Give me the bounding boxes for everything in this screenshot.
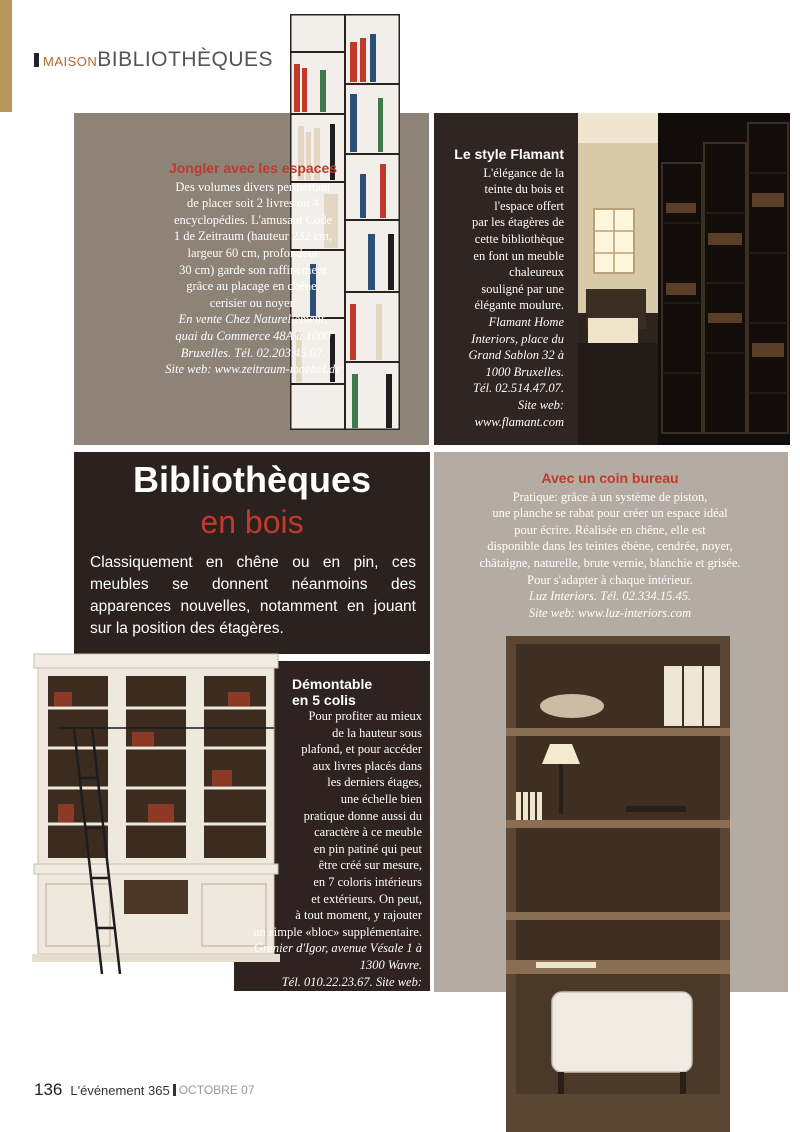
luz-desk-illustration (496, 636, 740, 1132)
main-subtitle: en bois (200, 504, 304, 540)
photo-flamant-library (578, 113, 790, 445)
article-luz-line: Pour s'adapter à chaque intérieur. (527, 572, 693, 587)
article-luz-title: Avec un coin bureau (541, 470, 679, 486)
flamant-room-illustration (578, 113, 790, 445)
article-flamant-ref: Interiors, place du (471, 331, 564, 346)
article-flamant-ref: Grand Sablon 32 à (468, 348, 564, 363)
article-luz-line: une planche se rabat pour créer un espace idéal (492, 506, 728, 521)
article-zeitraum-ref: En vente Chez Naturellement, (178, 312, 328, 327)
article-luz-line: châtaigne, naturelle, brute vernie, blanchie et grisée. (479, 555, 741, 570)
article-flamant-line: élégante moulure. (474, 298, 564, 313)
article-luz-ref: Luz Interiors. Tél. 02.334.15.45. (528, 589, 692, 604)
article-flamant-ref: Flamant Home (488, 314, 564, 329)
article-zeitraum-line: Des volumes divers permettant (175, 179, 331, 194)
article-igor-line: un simple «bloc» supplémentaire. (253, 924, 422, 939)
article-flamant-ref: www.flamant.com (474, 414, 564, 429)
header-mark (34, 53, 39, 67)
article-igor-line: de la hauteur sous (332, 725, 422, 740)
article-luz-line: Pratique: grâce à un système de piston, (512, 489, 708, 504)
header-section: MAISON (43, 54, 98, 69)
article-flamant-line: l'espace offert (494, 198, 564, 213)
article-zeitraum-line: encyclopédies. L'amusant Code (173, 212, 333, 227)
article-igor-title-2: en 5 colis (292, 692, 356, 708)
article-igor (230, 676, 422, 1007)
article-flamant-ref: Site web: (517, 397, 564, 412)
article-flamant-line: L'élégance de la (483, 165, 564, 180)
issue-date: OCTOBRE 07 (178, 1083, 255, 1097)
article-flamant (436, 146, 564, 430)
page-number: 136 (34, 1080, 63, 1099)
article-zeitraum (94, 160, 412, 378)
article-zeitraum-line: grâce au placage en chêne, (186, 279, 320, 294)
article-flamant-line: par les étagères de (472, 215, 564, 230)
article-flamant-line: souligné par une (481, 281, 564, 296)
gold-edge-bar (0, 0, 12, 112)
magazine-name: L'événement 365 (70, 1082, 170, 1098)
article-zeitraum-title: Jongler avec les espaces (168, 160, 338, 176)
page-footer (34, 1080, 255, 1100)
article-zeitraum-line: largeur 60 cm, profondeur (187, 245, 319, 260)
article-igor-line: Pour profiter au mieux (308, 709, 422, 723)
article-flamant-line: chaleureux (509, 265, 564, 280)
article-flamant-line: en font un meuble (473, 248, 564, 263)
main-title: Bibliothèques (132, 459, 371, 500)
intro-paragraph: Classiquement en chêne ou en pin, ces meubles se donnent néanmoins des apparences nouvelles, notamment en jouant sur la position des étagères. (90, 554, 416, 637)
article-igor-line: les derniers étages, (327, 775, 422, 790)
article-zeitraum-ref: Site web: www.zeitraum-moebel.de (165, 362, 341, 377)
article-flamant-ref: 1000 Bruxelles. (485, 364, 564, 379)
header-title: BIBLIOTHÈQUES (97, 48, 274, 71)
article-luz-line: pour écrire. Réalisée en chêne, elle est (514, 522, 706, 537)
article-igor-ref: Grenier d'Igor, avenue Vésale 1 à 1300 Wavre. (253, 941, 422, 972)
article-zeitraum-line: cerisier ou noyer. (209, 295, 297, 310)
article-igor-body (230, 708, 422, 1007)
article-flamant-title: Le style Flamant (454, 146, 564, 162)
article-igor-line: une échelle bien (340, 791, 422, 806)
article-igor-line: en 7 coloris intérieurs (313, 874, 422, 889)
article-igor-line: caractère à ce meuble (314, 825, 422, 840)
article-flamant-line: cette bibliothèque (474, 231, 564, 246)
article-zeitraum-ref: quai du Commerce 48A à 1000 (175, 328, 331, 343)
article-igor-ref: Tél. 010.22.23.67. Site web: www.igor.be (281, 974, 422, 1006)
footer-separator (173, 1084, 176, 1096)
article-luz-ref: Site web: www.luz-interiors.com (528, 605, 692, 620)
article-zeitraum-line: 1 de Zeitraum (hauteur 232 cm, (173, 229, 333, 244)
article-luz-line: disponible dans les teintes ébène, cendrée, noyer, (487, 539, 733, 554)
article-luz (440, 470, 780, 621)
article-zeitraum-line: de placer soit 2 livres ou 4 (187, 196, 319, 211)
article-igor-line: plafond, et pour accéder (301, 742, 422, 757)
article-igor-line: et extérieurs. On peut, (311, 891, 422, 906)
article-igor-line: pratique donne aussi du (303, 808, 422, 823)
article-flamant-line: teinte du bois et (484, 182, 564, 197)
article-igor-line: aux livres placés dans (312, 758, 422, 773)
page-header (34, 48, 273, 72)
article-igor-line: en pin patiné qui peut (313, 841, 422, 856)
article-zeitraum-line: 30 cm) garde son raffinement (179, 262, 327, 277)
article-flamant-ref: Tél. 02.514.47.07. (473, 381, 564, 396)
article-igor-line: à tout moment, y rajouter (295, 908, 422, 923)
article-igor-title-1: Démontable (292, 676, 373, 692)
article-igor-line: être créé sur mesure, (318, 858, 422, 873)
article-zeitraum-ref: Bruxelles. Tél. 02.203.45.07. (180, 345, 326, 360)
